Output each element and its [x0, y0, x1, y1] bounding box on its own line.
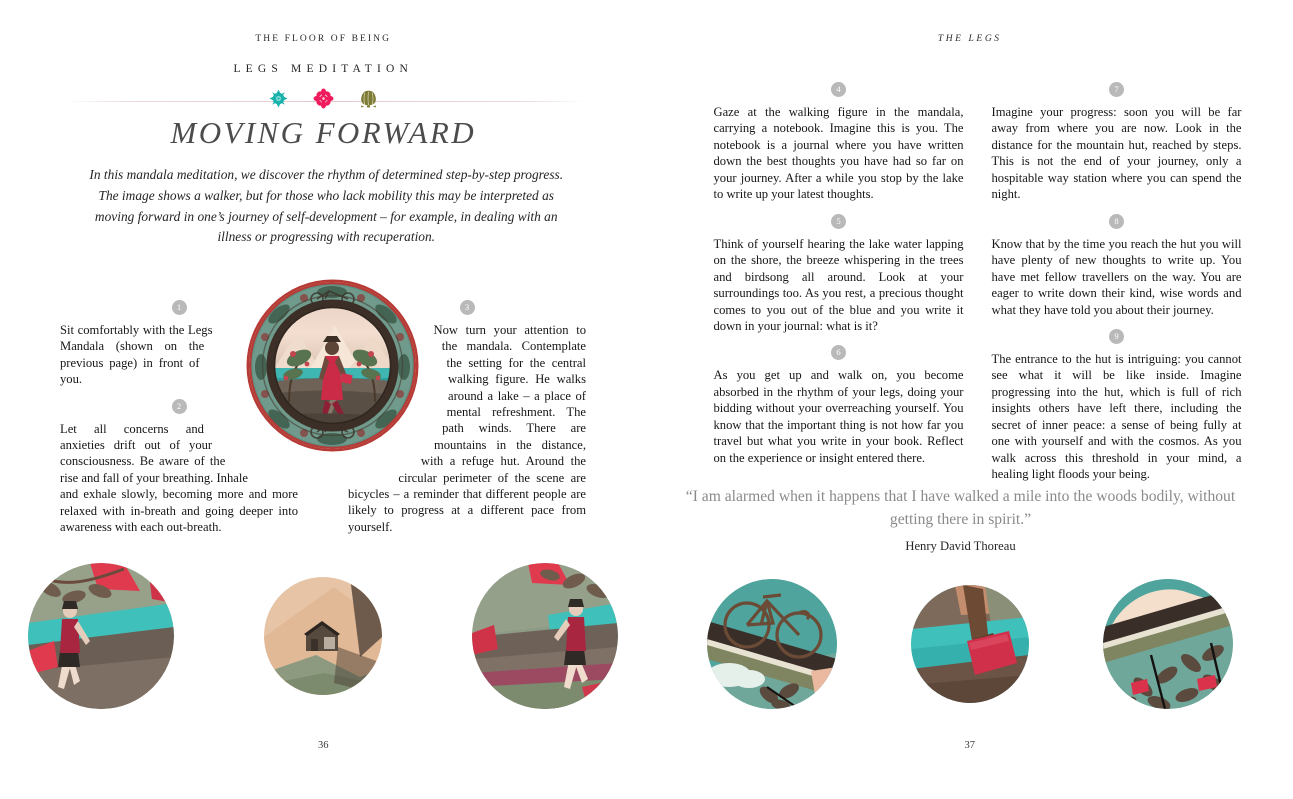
steps-column-right — [348, 300, 586, 537]
ornament-row — [0, 88, 647, 109]
right-page-steps — [714, 82, 1242, 485]
running-head-left: THE FLOOR OF BEING — [255, 34, 392, 44]
step-paragraph: Think of yourself hearing the lake water lapping on the shore, the breeze whispering in the trees and birdsong all around. Look at your surroundings too. As you rest, a precious thought comes to you out of the blue and you write it down in your journal: what is it? — [713, 236, 964, 333]
step-number-badge: 9 — [1109, 329, 1124, 344]
right-page — [647, 0, 1293, 799]
step-paragraph: Imagine your progress: soon you will be far away from where you are now. Look in the distance for the mountain hut, reached by steps. This is not the end of your journey, only a hospitable way station where you can spend the night. — [991, 105, 1242, 202]
step-number-badge: 4 — [831, 82, 846, 97]
running-head-right: THE LEGS — [937, 34, 1002, 44]
step-paragraph: Let all concerns and anxieties drift out of your consciousness. Be aware of the rise and fall of your breathing. Inhale and exhale slowly, becoming more and more relaxed with in-breath and going deeper into awareness with each out-breath. — [60, 421, 298, 535]
thumb-bicycle — [707, 579, 837, 709]
page-title: MOVING FORWARD — [170, 115, 476, 150]
step-number-badge: 3 — [460, 300, 475, 315]
right-thumbnail-row — [647, 579, 1293, 709]
steps-column-middle — [714, 82, 964, 485]
teal-rosette-motif-icon — [268, 88, 289, 109]
step-number-badge: 7 — [1109, 82, 1124, 97]
step-paragraph: Know that by the time you reach the hut you will have plenty of new thoughts to write up. You have met fellow travellers on the way. You are eager to write down their kind, wise words and what they have told you about their journey. — [991, 236, 1242, 317]
thumb-walker-by-lake — [28, 563, 174, 709]
folio-right: 37 — [964, 740, 975, 751]
step-paragraph: As you get up and walk on, you become absorbed in the rhythm of your legs, doing your bidding without your overreaching yourself. You know that the important thing is not how far you travel but what you write in your book. Reflect on the experience or insight entered there. — [713, 368, 964, 465]
step-paragraph: The entrance to the hut is intriguing: you cannot see what it will be like inside. Imagine progressing into the hut, which is full of rich insights others have left there, including the secret of inner peace: a sense of being fully at one with yourself and with the cosmos. As you walk across this threshold in your mind, a healing light floods your being. — [991, 351, 1242, 482]
folio-left: 36 — [318, 740, 329, 751]
olive-rosette-motif-icon — [358, 88, 379, 109]
left-page-steps — [60, 300, 586, 535]
pink-rosette-motif-icon — [313, 88, 334, 109]
thumb-notebook-lake — [911, 585, 1029, 703]
step-paragraph: Now turn your attention to the mandala. Contemplate the setting for the central walking figure. He walks around a lake – a place of mental refreshment. The path winds. There are mountains in the distance, with a refuge hut. Around the circular perimeter of the scene are bicycles – a reminder that different people are likely to progress at a different pace from yourself. — [348, 323, 586, 534]
step-number-badge: 1 — [172, 300, 187, 315]
pull-quote: “I am alarmed when it happens that I have walked a mile into the woods bodily, without getting there in spirit.” — [685, 488, 1236, 528]
step-number-badge: 5 — [831, 214, 846, 229]
step-number-badge: 6 — [831, 345, 846, 360]
step-number-badge: 2 — [172, 399, 187, 414]
thumb-mountain-hut — [264, 577, 382, 695]
left-thumbnail-row — [0, 563, 647, 709]
step-paragraph: Gaze at the walking figure in the mandala, carrying a notebook. Imagine this is you. The notebook is a journal where you have written down the best thoughts you have had so far on your journey. After a while you stop by the lake to write up your latest thoughts. — [713, 105, 964, 202]
step-number-badge: 8 — [1109, 214, 1124, 229]
thumb-leaves-path — [1103, 579, 1233, 709]
steps-column-left — [60, 300, 298, 537]
step-paragraph: Sit comfortably with the Legs Mandala (shown on the previous page) in front of you. — [60, 323, 213, 387]
quote-attribution: Henry David Thoreau — [905, 539, 1016, 553]
steps-column-far-right — [992, 82, 1242, 485]
intro-paragraph: In this mandala meditation, we discover the rhythm of determined step-by-step progress. The image shows a walker, but for those who lack mobility this may be interpreted as moving forward in one’s journey of self-development – for example, in dealing with an illness or progressing with recuperation. — [89, 167, 564, 245]
section-label: LEGS MEDITATION — [233, 63, 414, 75]
thumb-walker-path — [472, 563, 618, 709]
